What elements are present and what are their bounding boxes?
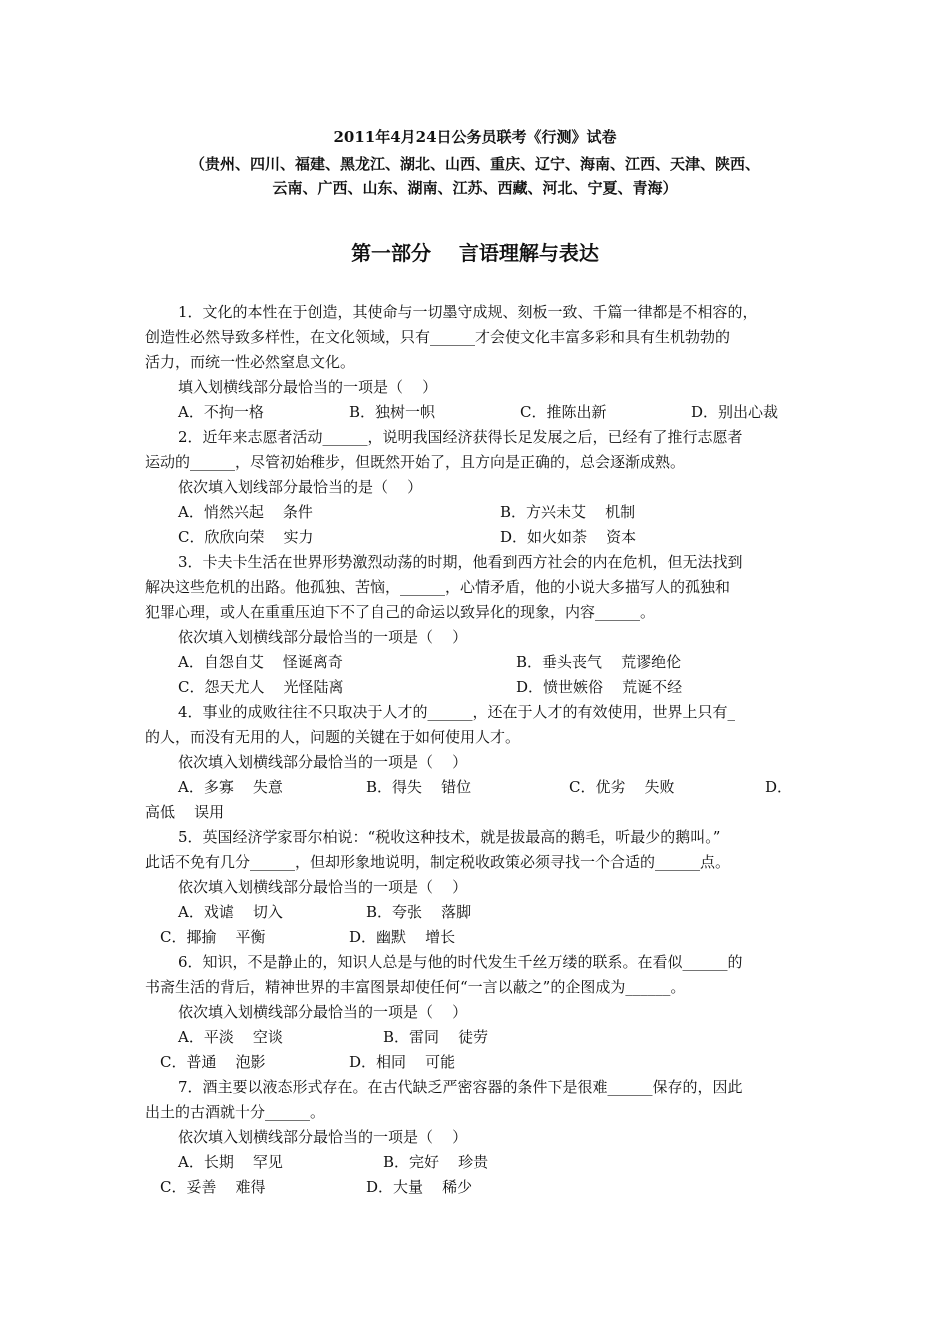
q4-line-1: 4．事业的成败往往不只取决于人才的______，还在于人才的有效使用，世界上只有_ <box>178 703 736 721</box>
q2-line-1: 2．近年来志愿者活动______，说明我国经济获得长足发展之后，已经有了推行志愿者 <box>178 428 743 446</box>
q1-line-1: 1．文化的本性在于创造，其使命与一切墨守成规、刻板一致、千篇一律都是不相容的， <box>178 303 758 321</box>
q1-option-c: C．推陈出新 <box>520 403 607 421</box>
q1-prompt: 填入划横线部分最恰当的一项是（ ） <box>178 378 438 396</box>
q7-option-d: D．大量 稀少 <box>366 1178 473 1196</box>
q2-option-d: D．如火如荼 资本 <box>500 528 637 546</box>
q7-option-c: C．妥善 难得 <box>160 1178 266 1196</box>
q3-option-b: B．垂头丧气 荒谬绝伦 <box>516 653 682 671</box>
q6-option-a: A．平淡 空谈 <box>178 1028 283 1046</box>
q4-option-c: C．优劣 失败 <box>569 778 675 796</box>
q5-prompt: 依次填入划横线部分最恰当的一项是（ ） <box>178 878 468 896</box>
section-title: 第一部分 言语理解与表达 <box>351 241 599 265</box>
q1-option-a: A．不拘一格 <box>178 403 264 421</box>
q7-prompt: 依次填入划横线部分最恰当的一项是（ ） <box>178 1128 468 1146</box>
q7-line-2: 出土的古酒就十分______。 <box>145 1103 326 1121</box>
q5-line-2: 此话不免有几分______，但却形象地说明，制定税收政策必须寻找一个合适的______点。 <box>145 853 731 871</box>
q3-prompt: 依次填入划横线部分最恰当的一项是（ ） <box>178 628 468 646</box>
q3-line-2: 解决这些危机的出路。他孤独、苦恼，______，心情矛盾，他的小说大多描写人的孤独和 <box>145 578 731 596</box>
q6-option-d: D．相同 可能 <box>349 1053 456 1071</box>
q4-option-d-text: 高低 误用 <box>145 803 225 821</box>
q4-option-a: A．多寡 失意 <box>178 778 283 796</box>
q2-option-a: A．悄然兴起 条件 <box>178 503 313 521</box>
q4-option-b: B．得失 错位 <box>366 778 472 796</box>
q1-option-b: B．独树一帜 <box>349 403 436 421</box>
q6-line-2: 书斋生活的背后，精神世界的丰富图景却使任何“一言以蔽之”的企图成为______。 <box>145 978 686 996</box>
q7-option-a: A．长期 罕见 <box>178 1153 283 1171</box>
regions-line-1: （贵州、四川、福建、黑龙江、湖北、山西、重庆、辽宁、海南、江西、天津、陕西、 <box>189 155 760 173</box>
q2-prompt: 依次填入划线部分最恰当的是（ ） <box>178 478 423 496</box>
q4-option-d-letter: D． <box>765 778 793 796</box>
q3-line-1: 3．卡夫卡生活在世界形势激烈动荡的时期，他看到西方社会的内在危机，但无法找到 <box>178 553 743 571</box>
q5-option-a: A．戏谑 切入 <box>178 903 283 921</box>
q3-line-3: 犯罪心理，或人在重重压迫下不了自己的命运以致异化的现象，内容______。 <box>145 603 656 621</box>
q5-option-b: B．夸张 落脚 <box>366 903 472 921</box>
q7-option-b: B．完好 珍贵 <box>383 1153 489 1171</box>
q4-prompt: 依次填入划横线部分最恰当的一项是（ ） <box>178 753 468 771</box>
q1-line-2: 创造性必然导致多样性，在文化领域，只有______才会使文化丰富多彩和具有生机勃勃的 <box>145 328 731 346</box>
exam-title: 2011年4月24日公务员联考《行测》试卷 <box>333 128 617 146</box>
q6-prompt: 依次填入划横线部分最恰当的一项是（ ） <box>178 1003 468 1021</box>
q2-line-2: 运动的______，尽管初始稚步，但既然开始了，且方向是正确的，总会逐渐成熟。 <box>145 453 686 471</box>
q6-option-c: C．普通 泡影 <box>160 1053 266 1071</box>
q7-line-1: 7．酒主要以液态形式存在。在古代缺乏严密容器的条件下是很难______保存的，因此 <box>178 1078 743 1096</box>
q6-line-1: 6．知识，不是静止的，知识人总是与他的时代发生千丝万缕的联系。在看似______的 <box>178 953 743 971</box>
q3-option-c: C．怨天尤人 光怪陆离 <box>178 678 344 696</box>
q3-option-a: A．自怨自艾 怪诞离奇 <box>178 653 343 671</box>
q3-option-d: D．愤世嫉俗 荒诞不经 <box>516 678 683 696</box>
q1-line-3: 活力，而统一性必然窒息文化。 <box>145 353 356 371</box>
q5-option-c: C．揶揄 平衡 <box>160 928 266 946</box>
q5-line-1: 5．英国经济学家哥尔柏说：“税收这种技术，就是拔最高的鹅毛，听最少的鹅叫。” <box>178 828 721 846</box>
q6-option-b: B．雷同 徒劳 <box>383 1028 489 1046</box>
q4-line-2: 的人，而没有无用的人，问题的关键在于如何使用人才。 <box>145 728 521 746</box>
regions-line-2: 云南、广西、山东、湖南、江苏、西藏、河北、宁夏、青海） <box>272 179 678 197</box>
q1-option-d: D．别出心裁 <box>691 403 779 421</box>
q5-option-d: D．幽默 增长 <box>349 928 456 946</box>
q2-option-b: B．方兴未艾 机制 <box>500 503 636 521</box>
q2-option-c: C．欣欣向荣 实力 <box>178 528 314 546</box>
